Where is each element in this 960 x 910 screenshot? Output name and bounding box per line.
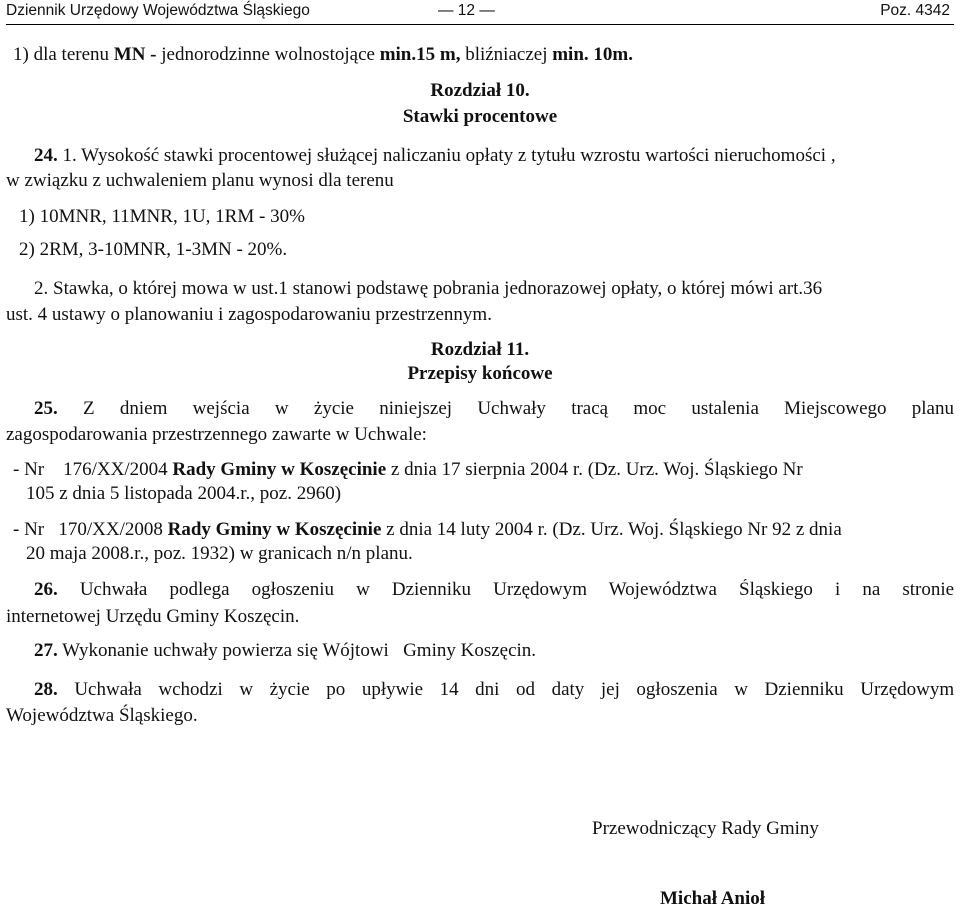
section-number: 27. [34, 640, 58, 661]
section-number: 26. [34, 579, 58, 600]
section-number: 28. [34, 679, 58, 700]
page-header [6, 0, 954, 25]
page-number: — 12 — [438, 2, 495, 19]
chapter-11-subtitle: Przepisy końcowe [407, 363, 553, 384]
position-number: Poz. 4342 [880, 2, 950, 19]
chapter-11-title: Rozdział 11. [430, 339, 530, 360]
repealed-resolution-2-line-2: 20 maja 2008.r., poz. 1932) w granicach n/n planu. [26, 543, 413, 564]
section-26-line-2: internetowej Urzędu Gminy Koszęcin. [6, 606, 300, 627]
mn-height-rule: 1) dla terenu MN - jednorodzinne wolnostojące min.15 m, bliźniaczej min. 10m. [13, 44, 633, 65]
section-27: 27. Wykonanie uchwały powierza się Wójtowi Gminy Koszęcin. [34, 640, 537, 661]
section-24-line-2: w związku z uchwaleniem planu wynosi dla terenu [6, 170, 394, 191]
repealed-resolution-2: - Nr 170/XX/2008 Rady Gminy w Koszęcinie z dnia 14 luty 2004 r. (Dz. Urz. Woj. Śląskiego Nr 92 z dnia [13, 519, 842, 540]
chapter-10-title: Rozdział 10. [430, 80, 530, 101]
section-number: 25. [34, 398, 58, 419]
section-28-line-1: 28. Uchwała wchodzi w życie po upływie 14 dni od daty jej ogłoszenia w Dzienniku Urzędowym [34, 679, 954, 700]
section-24-paragraph-2-line-1: 2. Stawka, o której mowa w ust.1 stanowi podstawę pobrania jednorazowej opłaty, o której mówi art.36 [34, 278, 823, 299]
section-25-line-2: zagospodarowania przestrzennego zawarte w Uchwale: [6, 424, 427, 445]
repealed-resolution-1-line-2: 105 z dnia 5 listopada 2004.r., poz. 2960) [26, 483, 342, 504]
section-number: 24. [34, 145, 58, 166]
rate-item-1: 1) 10MNR, 11MNR, 1U, 1RM - 30% [19, 206, 305, 227]
section-28-line-2: Województwa Śląskiego. [6, 705, 198, 726]
journal-title: Dziennik Urzędowy Województwa Śląskiego [6, 2, 310, 19]
chapter-10-subtitle: Stawki procentowe [402, 106, 558, 127]
section-26-line-1: 26. Uchwała podlega ogłoszeniu w Dzienniku Urzędowym Województwa Śląskiego i na stronie [34, 579, 954, 600]
signatory-name: Michał Anioł [660, 888, 766, 909]
section-25-line-1: 25. Z dniem wejścia w życie niniejszej Uchwały tracą moc ustalenia Miejscowego planu [34, 398, 954, 419]
section-24-paragraph-2-line-2: ust. 4 ustawy o planowaniu i zagospodarowaniu przestrzennym. [6, 304, 492, 325]
repealed-resolution-1: - Nr 176/XX/2004 Rady Gminy w Koszęcinie z dnia 17 sierpnia 2004 r. (Dz. Urz. Woj. Śląskiego Nr [13, 459, 803, 480]
rate-item-2: 2) 2RM, 3-10MNR, 1-3MN - 20%. [19, 239, 288, 260]
signatory-role: Przewodniczący Rady Gminy [592, 818, 819, 839]
section-24-line-1: 24. 1. Wysokość stawki procentowej służącej naliczaniu opłaty z tytułu wzrostu wartości nieruchomości , [34, 145, 836, 166]
